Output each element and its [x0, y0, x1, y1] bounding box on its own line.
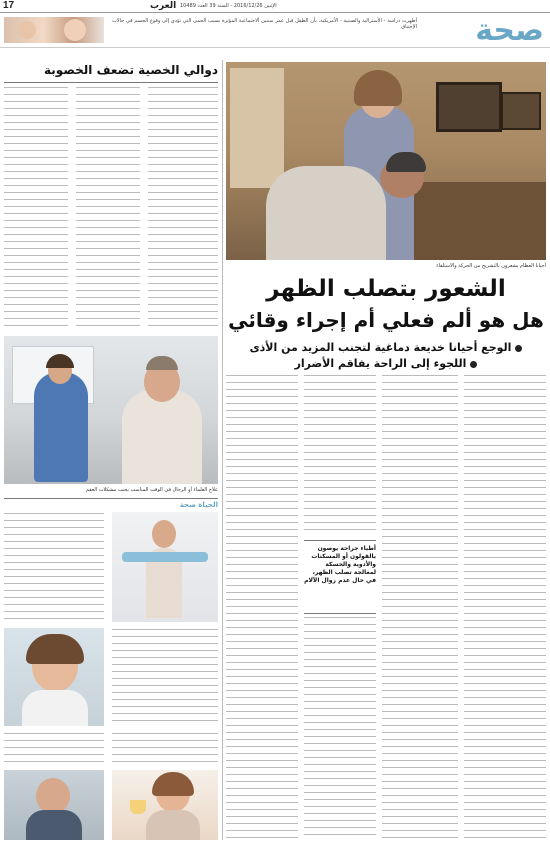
article-main-photo [226, 62, 546, 260]
sidebar-text-1 [4, 512, 104, 622]
article-top-photo-caption: علاج العلماء أو الرجال في الوقت المناسب يجنب مشكلات العقم [85, 487, 218, 493]
promo-strip [0, 13, 550, 48]
article-main-headline-1: الشعور بتصلب الظهر [266, 276, 506, 302]
cup-icon [130, 800, 146, 814]
article-top-column-1 [4, 86, 68, 332]
scale-icon [122, 552, 208, 562]
sidebar-label: الحياة صحة [179, 501, 218, 509]
article-main-subhead-2 [226, 356, 546, 371]
page-header [0, 0, 550, 13]
bullet-icon [470, 361, 477, 368]
article-main-subhead-1 [226, 340, 546, 355]
article-top-photo [4, 336, 218, 484]
promo-baby-photo [4, 17, 104, 43]
article-top-column-2 [76, 86, 140, 332]
sidebar-text-4 [112, 732, 218, 766]
bullet-icon [515, 345, 522, 352]
article-main-column-2b [304, 616, 376, 840]
article-main-column-4 [464, 374, 546, 840]
article-top-column-3 [148, 86, 218, 332]
promo-text: أظهرت دراسة - الأسترالية والصينية - الأمريكية، بأن الطفل قبل عمر سنتين ألاجتماعية المؤثرة بسبب الحمى التي تؤدي إلى وقوع الجسم في حالات الإختناق [112, 18, 417, 30]
sidebar-photo-4 [112, 770, 218, 840]
sidebar-top-rule [4, 498, 218, 499]
article-main-column-1 [226, 374, 298, 840]
brand-logo: العرب [150, 1, 177, 11]
doctor-figure [34, 372, 88, 482]
article-main-column-2 [304, 374, 376, 536]
article-main-pullquote [304, 540, 376, 614]
article-main-column-3 [382, 374, 458, 840]
pullquote-text: أطباء جراحة يوصون بالقولون أو المسكنات والأدوية والحسكة لمعالجة تصلب الظهر، في حال عدم زوال الآلام [304, 545, 376, 584]
date-line: الإثنين 2016/12/26 - السنة 39 العدد 10489 [180, 3, 277, 9]
subhead-1-text: الوجع أحيانا خديعة دماغية لتجنب المزيد من الأذى [249, 341, 512, 354]
sidebar-photo-2 [4, 628, 104, 726]
column-divider [222, 60, 223, 840]
article-top-headline: دوالي الخصية تضعف الخصوبة [44, 63, 218, 77]
sidebar-text-3 [4, 732, 104, 766]
man-figure [266, 166, 386, 260]
sidebar-photo-1 [112, 512, 218, 622]
sidebar-text-2 [112, 628, 218, 726]
article-main-photo-caption: أحيانا العظام يشعرون بالتشريح من الحركة والاستلقاء [436, 263, 546, 269]
article-main-headline-2: هل هو ألم فعلي أم إجراء وقائي [228, 308, 544, 332]
headline-rule [4, 82, 218, 83]
subhead-2-text: اللجوء إلى الراحة يفاقم الأضرار [294, 357, 467, 370]
section-title: صحة [475, 13, 544, 48]
patient-figure [122, 390, 202, 484]
sidebar-photo-3 [4, 770, 104, 840]
page-number: 17 [3, 0, 15, 11]
